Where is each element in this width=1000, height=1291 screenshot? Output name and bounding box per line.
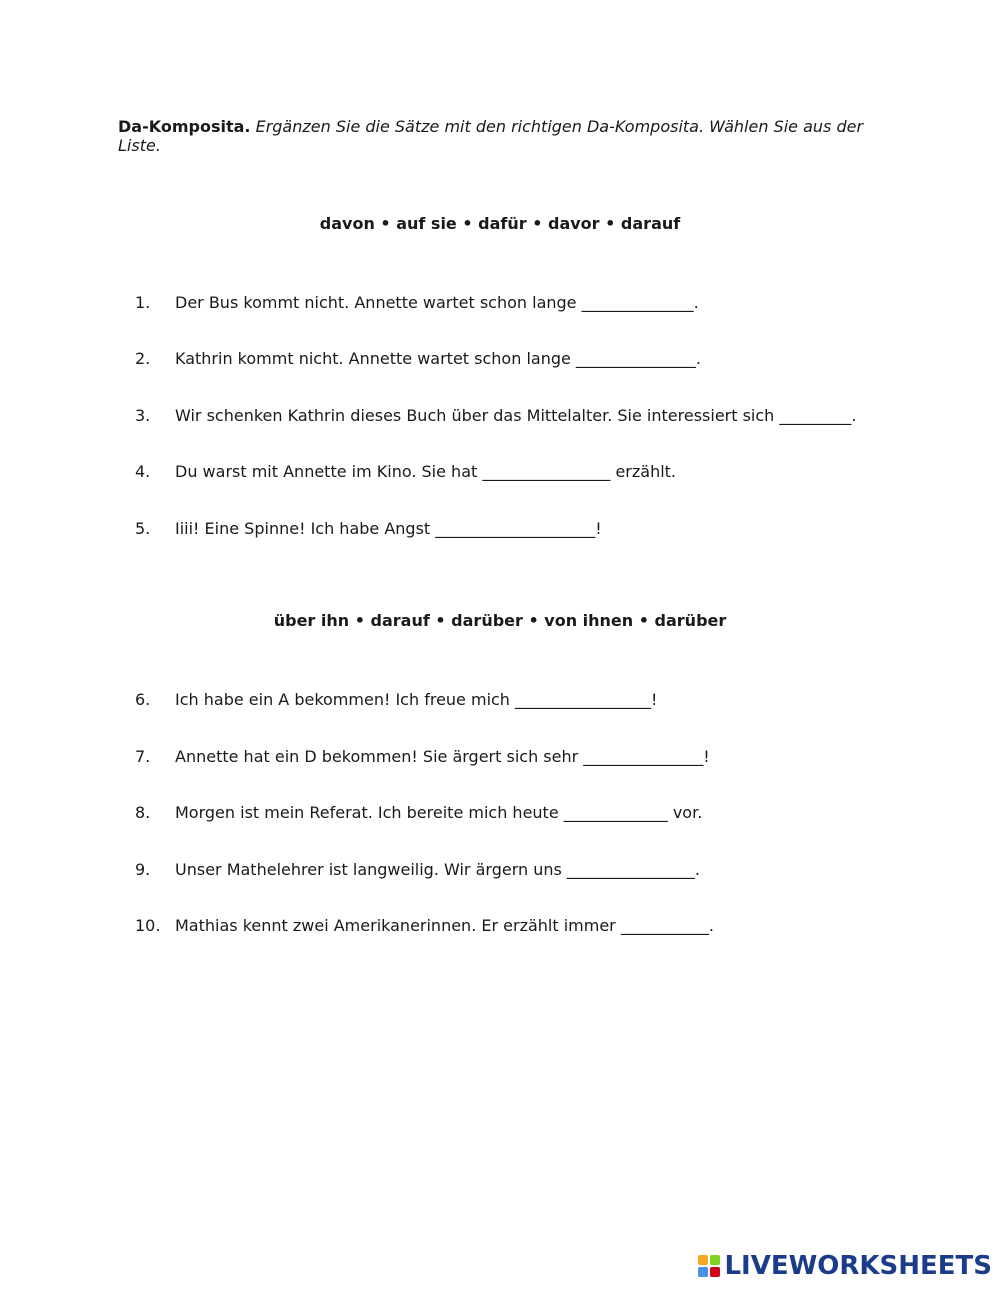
instructions-heading: Da-Komposita. — [118, 117, 251, 136]
exercise-item-7 — [135, 747, 895, 767]
item-text: Unser Mathelehrer ist langweilig. Wir ärgern uns ________________. — [175, 860, 700, 879]
item-number: 4. — [135, 462, 151, 481]
instructions — [118, 117, 878, 155]
item-text: Wir schenken Kathrin dieses Buch über das Mittelalter. Sie interessiert sich _________. — [175, 406, 857, 425]
exercise-item-1 — [135, 293, 895, 313]
item-text: Morgen ist mein Referat. Ich bereite mich heute _____________ vor. — [175, 803, 703, 822]
item-number: 9. — [135, 860, 151, 879]
item-number: 2. — [135, 349, 151, 368]
item-number: 8. — [135, 803, 151, 822]
item-text: Annette hat ein D bekommen! Sie ärgert sich sehr _______________! — [175, 747, 710, 766]
item-number: 10. — [135, 916, 161, 935]
item-text: Kathrin kommt nicht. Annette wartet schon lange _______________. — [175, 349, 702, 368]
exercise-item-10 — [135, 916, 895, 936]
exercise-item-2 — [135, 349, 895, 369]
item-number: 3. — [135, 406, 151, 425]
liveworksheets-logo — [698, 1251, 992, 1281]
item-number: 6. — [135, 690, 151, 709]
item-text: Mathias kennt zwei Amerikanerinnen. Er erzählt immer ___________. — [175, 916, 714, 935]
exercise-item-8 — [135, 803, 895, 823]
item-number: 7. — [135, 747, 151, 766]
exercise-item-4 — [135, 462, 895, 482]
item-text: Iiii! Eine Spinne! Ich habe Angst ____________________! — [175, 519, 602, 538]
item-text: Der Bus kommt nicht. Annette wartet schon lange ______________. — [175, 293, 699, 312]
exercise-item-6 — [135, 690, 895, 710]
item-text: Ich habe ein A bekommen! Ich freue mich _________________! — [175, 690, 658, 709]
exercise-item-5 — [135, 519, 895, 539]
item-text: Du warst mit Annette im Kino. Sie hat ________________ erzählt. — [175, 462, 677, 481]
item-number: 1. — [135, 293, 151, 312]
exercise-item-9 — [135, 860, 895, 880]
exercise-item-3 — [135, 406, 895, 426]
instructions-text: Ergänzen Sie die Sätze mit den richtigen Da-Komposita. Wählen Sie aus der Liste. — [118, 117, 864, 155]
logo-mark-icon — [698, 1255, 720, 1277]
item-number: 5. — [135, 519, 151, 538]
logo-text: LIVEWORKSHEETS — [724, 1251, 992, 1281]
word-bank-2: über ihn • darauf • darüber • von ihnen • darüber — [273, 611, 727, 630]
word-bank-1: davon • auf sie • dafür • davor • darauf — [319, 214, 681, 233]
